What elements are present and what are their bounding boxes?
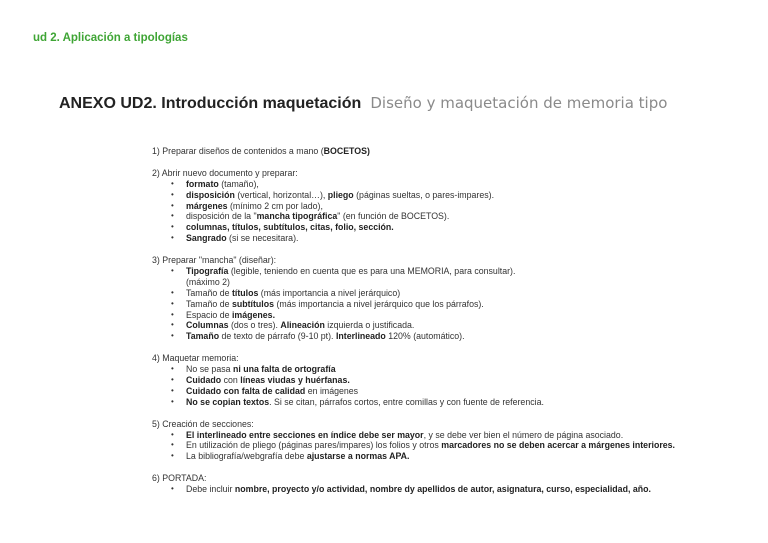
step-section: [152, 255, 732, 342]
step-bullet-item: • Cuidado con líneas viudas y huérfanas.: [186, 375, 732, 386]
step-heading: 5) Creación de secciones:: [152, 418, 254, 429]
step-heading: 6) PORTADA:: [152, 473, 207, 484]
step-bullet-item: • Tamaño de subtítulos (más importancia a nivel jerárquico que los párrafos).: [186, 299, 732, 310]
step-bullet-item: • márgenes (mínimo 2 cm por lado),: [186, 201, 732, 212]
step-bullet-item: • No se pasa ni una falta de ortografía: [186, 364, 732, 375]
step-heading: 2) Abrir nuevo documento y preparar:: [152, 167, 298, 178]
step-bullet-list: [152, 364, 732, 408]
step-heading: 1) Preparar diseños de contenidos a mano (BOCETOS): [152, 146, 370, 156]
step-bullet-list: [152, 430, 732, 463]
step-bullet-list: [152, 484, 732, 495]
step-bullet-item: • No se copian textos. Si se citan, párrafos cortos, entre comillas y con fuente de referencia.: [186, 397, 732, 408]
step-bullet-item: • Cuidado con falta de calidad en imágenes: [186, 386, 732, 397]
step-bullet-item: • disposición de la "mancha tipográfica" (en función de BOCETOS).: [186, 211, 732, 222]
step-bullet-item: • Tamaño de títulos (más importancia a nivel jerárquico): [186, 288, 732, 299]
step-bullet-list: [152, 179, 732, 244]
step-section: [152, 146, 732, 157]
step-section: [152, 353, 732, 408]
step-section: [152, 419, 732, 463]
page-title-row: [59, 93, 667, 113]
step-bullet-item: • columnas, títulos, subtítulos, citas, folio, sección.: [186, 222, 732, 233]
steps-list: [152, 146, 732, 506]
section-header-label: ud 2. Aplicación a tipologías: [33, 32, 188, 44]
step-heading: 4) Maquetar memoria:: [152, 353, 239, 364]
step-bullet-item: • Espacio de imágenes.: [186, 310, 732, 321]
step-bullet-item: • formato (tamaño),: [186, 179, 732, 190]
step-bullet-item: • El interlineado entre secciones en índice debe ser mayor, y se debe ver bien el número de página asociado.: [186, 430, 732, 441]
step-bullet-item: • disposición (vertical, horizontal…), pliego (páginas sueltas, o pares-impares).: [186, 190, 732, 201]
step-heading: 3) Preparar "mancha" (diseñar):: [152, 255, 277, 266]
step-bullet-item: • Tipografía (legible, teniendo en cuenta que es para una MEMORIA, para consultar). (máximo 2): [186, 266, 732, 288]
step-bullet-item: • En utilización de pliego (páginas pares/impares) los folios y otros marcadores no se deben acercar a márgenes interiores.: [186, 440, 732, 451]
step-bullet-item: • La bibliografía/webgrafía debe ajustarse a normas APA.: [186, 451, 732, 462]
step-section: [152, 473, 732, 495]
page-title: ANEXO UD2. Introducción maquetación: [59, 95, 362, 112]
step-section: [152, 168, 732, 244]
step-bullet-item: • Tamaño de texto de párrafo (9-10 pt). Interlineado 120% (automático).: [186, 331, 732, 342]
step-bullet-item: • Sangrado (si se necesitara).: [186, 233, 732, 244]
page-subtitle: Diseño y maquetación de memoria tipo: [370, 94, 668, 112]
step-bullet-item: • Columnas (dos o tres). Alineación izquierda o justificada.: [186, 320, 732, 331]
step-bullet-list: [152, 266, 732, 342]
step-bullet-item: • Debe incluir nombre, proyecto y/o actividad, nombre dy apellidos de autor, asignatura, curso, especialidad, año.: [186, 484, 732, 495]
